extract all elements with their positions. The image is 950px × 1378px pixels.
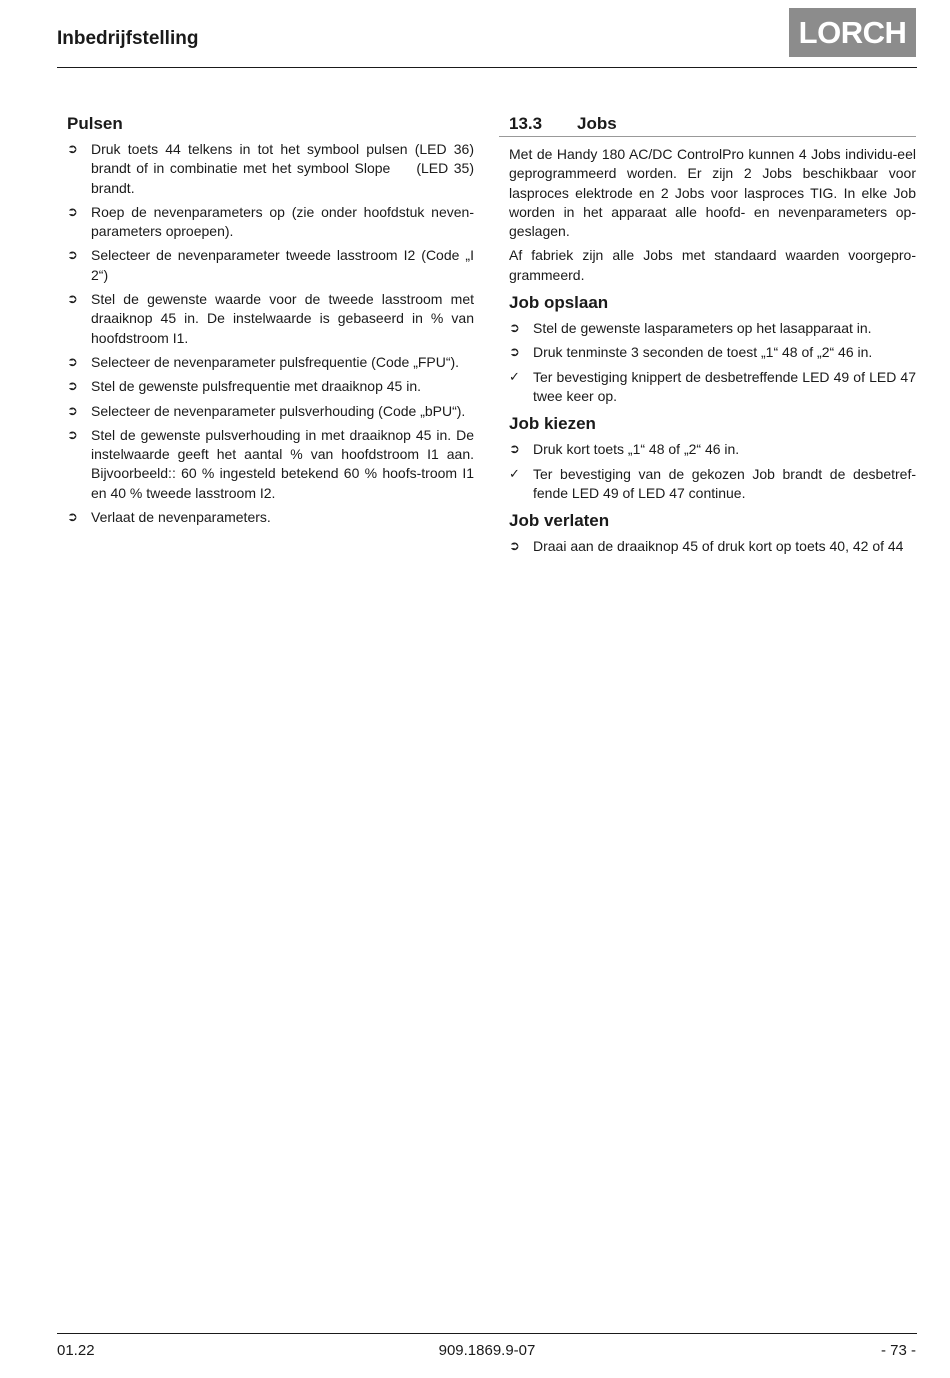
page-number: - 73 - <box>880 1342 916 1359</box>
intro-paragraph: Met de Handy 180 AC/DC ControlPro kunnen 4 Jobs individu-eel geprogrammeerd worden. Er zijn 2 Jobs beschikbaar voor lasproces elektrode en 2 Jobs voor lasproces TIG. In elke Job worden in het apparaat alle hoofd- en nevenparameters op-geslagen. <box>509 146 916 240</box>
job-opslaan-heading: Job opslaan <box>509 293 609 313</box>
job-kiezen-heading: Job kiezen <box>509 414 596 434</box>
arrow-icon: ➲ <box>509 321 520 337</box>
step-text: Draai aan de draaiknop 45 of druk kort op toets 40, 42 of 44 <box>533 538 904 555</box>
step-text: Druk tenminste 3 seconden de toest „1“ 48 of „2“ 46 in. <box>533 344 873 361</box>
list-item <box>67 426 474 503</box>
arrow-icon: ➲ <box>67 354 78 370</box>
arrow-icon: ➲ <box>67 292 78 308</box>
list-item <box>509 368 916 407</box>
job-verlaten-heading: Job verlaten <box>509 511 610 531</box>
arrow-icon: ➲ <box>509 442 520 458</box>
arrow-icon: ➲ <box>67 142 78 157</box>
list-item <box>67 203 474 242</box>
step-text: Roep de nevenparameters op (zie onder hoofdstuk neven-parameters oproepen). <box>91 203 474 240</box>
step-text: Stel de gewenste lasparameters op het lasapparaat in. <box>533 320 872 337</box>
step-text-part: Druk toets 44 telkens in tot het symbool pulsen (LED 36) brandt of in combinatie met het symbool Slope <box>91 141 474 177</box>
footer-date: 01.22 <box>57 1342 95 1359</box>
arrow-icon: ➲ <box>67 510 78 526</box>
pulsen-heading: Pulsen <box>67 114 123 133</box>
list-item <box>509 537 916 556</box>
section-heading <box>499 112 916 137</box>
list-item <box>67 140 474 198</box>
job-opslaan-steps <box>509 319 916 406</box>
arrow-icon: ➲ <box>67 403 78 419</box>
right-column <box>509 110 916 562</box>
list-item <box>67 377 474 396</box>
step-text: Selecteer de nevenparameter pulsverhouding (Code „bPU“). <box>91 402 466 419</box>
step-text: Ter bevestiging van de gekozen Job brandt de desbetref-fende LED 49 of LED 47 continue. <box>533 465 916 501</box>
step-text: Stel de gewenste waarde voor de tweede lasstroom met draaiknop 45 in. De instelwaarde is gebaseerd in % van hoofdstroom I1. <box>91 291 474 346</box>
arrow-icon: ➲ <box>67 204 78 220</box>
footer-doc-number: 909.1869.9-07 <box>438 1342 536 1359</box>
list-item <box>509 319 916 338</box>
step-text: Selecteer de nevenparameter tweede lasstroom I2 (Code „I 2“) <box>91 247 474 283</box>
step-text: Stel de gewenste pulsfrequentie met draaiknop 45 in. <box>91 378 421 395</box>
step-text-part: (LED 35) brandt. <box>91 160 474 196</box>
list-item <box>509 440 916 459</box>
list-item <box>67 290 474 348</box>
header-divider <box>57 67 917 68</box>
job-kiezen-steps <box>509 440 916 503</box>
intro-paragraph: Af fabriek zijn alle Jobs met standaard waarden voorgepro-grammeerd. <box>509 247 916 283</box>
list-item <box>509 343 916 362</box>
step-text: Verlaat de nevenparameters. <box>91 509 271 526</box>
check-icon: ✓ <box>509 369 520 385</box>
arrow-icon: ➲ <box>509 345 520 361</box>
arrow-icon: ➲ <box>509 539 520 555</box>
footer-divider <box>57 1333 917 1334</box>
section-title: Jobs <box>577 114 617 133</box>
pulsen-steps <box>67 140 474 527</box>
lorch-logo: LORCH <box>789 8 916 57</box>
list-item <box>67 508 474 527</box>
arrow-icon: ➲ <box>67 379 78 395</box>
step-text: Druk kort toets „1“ 48 of „2“ 46 in. <box>533 441 740 458</box>
page-title: Inbedrijfstelling <box>57 28 199 49</box>
list-item <box>509 465 916 504</box>
arrow-icon: ➲ <box>67 427 78 443</box>
job-verlaten-steps <box>509 537 916 556</box>
list-item <box>67 402 474 421</box>
step-text: Ter bevestiging knippert de desbetreffende LED 49 of LED 47 twee keer op. <box>533 368 916 404</box>
check-icon: ✓ <box>509 466 520 482</box>
left-column <box>67 110 474 533</box>
list-item <box>67 246 474 285</box>
step-text: Selecteer de nevenparameter pulsfrequentie (Code „FPU“). <box>91 353 460 370</box>
section-number: 13.3 <box>509 114 543 133</box>
list-item <box>67 353 474 372</box>
step-text: Stel de gewenste pulsverhouding in met draaiknop 45 in. De instelwaarde geeft het aantal % van hoofdstroom I1 aan. Bijvoorbeeld:: 60 % ingesteld betekend 60 % hoofs-troom I1 en 40 % tweede lasstroom I2. <box>91 426 474 501</box>
arrow-icon: ➲ <box>67 248 78 264</box>
